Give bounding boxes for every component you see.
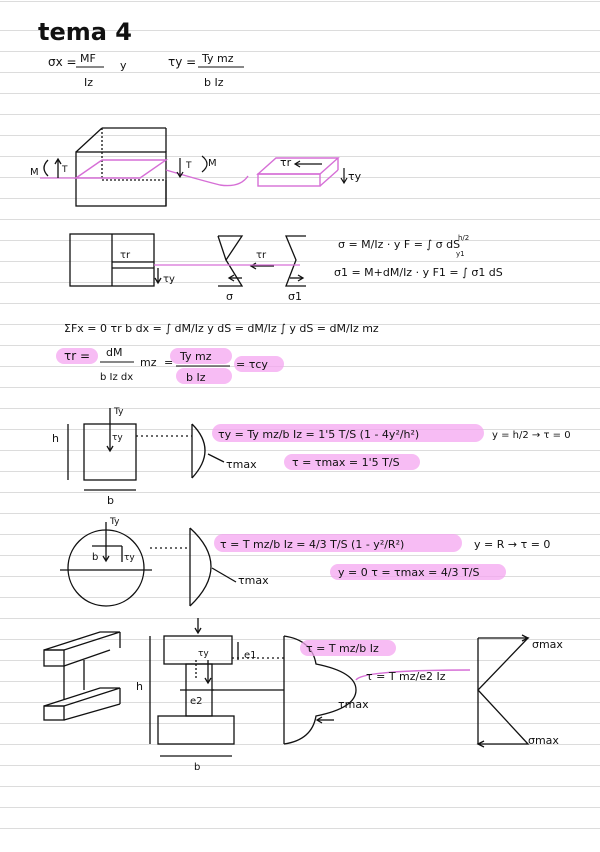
circle-tau-y: τy: [124, 553, 135, 563]
cube-mid-arrows: [177, 156, 207, 177]
rect-tau-max: τmax: [226, 458, 257, 471]
rect-eq-main: τy = Ty mz/b Iz = 1'5 T/S (1 - 4y²/h²): [218, 428, 420, 441]
b-iz: b Iz: [186, 371, 206, 384]
rect-b: b: [107, 494, 114, 507]
rect-ty: Ty: [114, 407, 124, 417]
b-iz-dx: b Iz dx: [100, 372, 134, 383]
rect-eq-side: y = h/2 → τ = 0: [492, 430, 571, 441]
section-sigma1: σ1: [288, 290, 302, 303]
sigma-max-top: σmax: [532, 638, 563, 651]
circle-tau-max: τmax: [238, 574, 269, 587]
ibeam-3d: [44, 632, 120, 720]
ibeam-b: b: [194, 762, 201, 773]
cube-force-mid: T: [186, 161, 192, 171]
mf-numerator: MF: [80, 52, 96, 65]
b-iz-denominator: b Iz: [204, 76, 224, 89]
tau-cy: = τcy: [236, 358, 268, 371]
circle-eq-max: y = 0 τ = τmax = 4/3 T/S: [338, 566, 480, 579]
section-eq2: σ1 = M+dM/Iz · y F1 = ∫ σ1 dS: [334, 266, 503, 279]
int-limit-bot: y1: [456, 250, 465, 258]
cube-force-left: T: [62, 165, 68, 175]
slab-tau-y: τy: [348, 170, 362, 183]
tau-r-eq: τr =: [64, 349, 91, 363]
circle-eq-side: y = R → τ = 0: [474, 538, 551, 551]
int-limit-top: h/2: [458, 234, 470, 242]
ty-mz-numerator: Ty mz: [202, 52, 234, 65]
slab-tau-r: τr: [280, 156, 292, 169]
sigma-x-lhs: σx =: [48, 55, 77, 69]
rect-h: h: [52, 432, 59, 445]
page-title: tema 4: [38, 18, 133, 46]
cube-moment-mid: M: [208, 158, 217, 169]
ibeam-section: [150, 618, 356, 756]
section-sigma: σ: [226, 290, 233, 303]
iz-denominator: Iz: [84, 76, 94, 89]
rect-section: [68, 408, 224, 490]
section-tau-r: τr: [120, 250, 131, 261]
ibeam-tau-y: τy: [198, 649, 209, 659]
slab-arrows: [295, 161, 347, 183]
tau-y-lhs: τy =: [168, 55, 197, 69]
ibeam-h: h: [136, 680, 143, 693]
section-tau-y: τy: [163, 274, 175, 285]
ibeam-tau-max: τmax: [338, 698, 369, 711]
cube-moment-left: M: [30, 167, 39, 178]
circle-section: [60, 522, 236, 606]
rect-tau-y: τy: [112, 433, 123, 443]
equilibrium-line: ΣFx = 0 τr b dx = ∫ dM/Iz y dS = dM/Iz ∫ y dS = dM/Iz mz: [64, 322, 379, 335]
cube-figure: [40, 128, 248, 206]
circle-ty: Ty: [110, 517, 120, 527]
y-factor: y: [120, 59, 127, 72]
section-tau-r-mid: τr: [256, 250, 267, 261]
circle-b: b: [92, 552, 99, 563]
ibeam-eq1: τ = T mz/b Iz: [306, 642, 379, 655]
sigma-max-bot: σmax: [528, 734, 559, 747]
sigma-diagram: [478, 635, 528, 747]
ibeam-e2: e2: [190, 696, 203, 707]
ibeam-eq2: τ = T mz/e2 Iz: [366, 670, 446, 683]
rect-eq-max: τ = τmax = 1'5 T/S: [292, 456, 400, 469]
top-formulas: [48, 52, 244, 89]
circle-eq-main: τ = T mz/b Iz = 4/3 T/S (1 - y²/R²): [220, 538, 405, 551]
dm-numerator: dM: [106, 346, 123, 359]
eq-sign: =: [164, 356, 174, 369]
section-diagram: [70, 234, 306, 286]
ty-mz: Ty mz: [180, 350, 212, 363]
ibeam-e1: e1: [244, 650, 257, 661]
section-eq1: σ = M/Iz · y F = ∫ σ dS: [338, 238, 461, 251]
mz-factor: mz: [140, 356, 157, 369]
